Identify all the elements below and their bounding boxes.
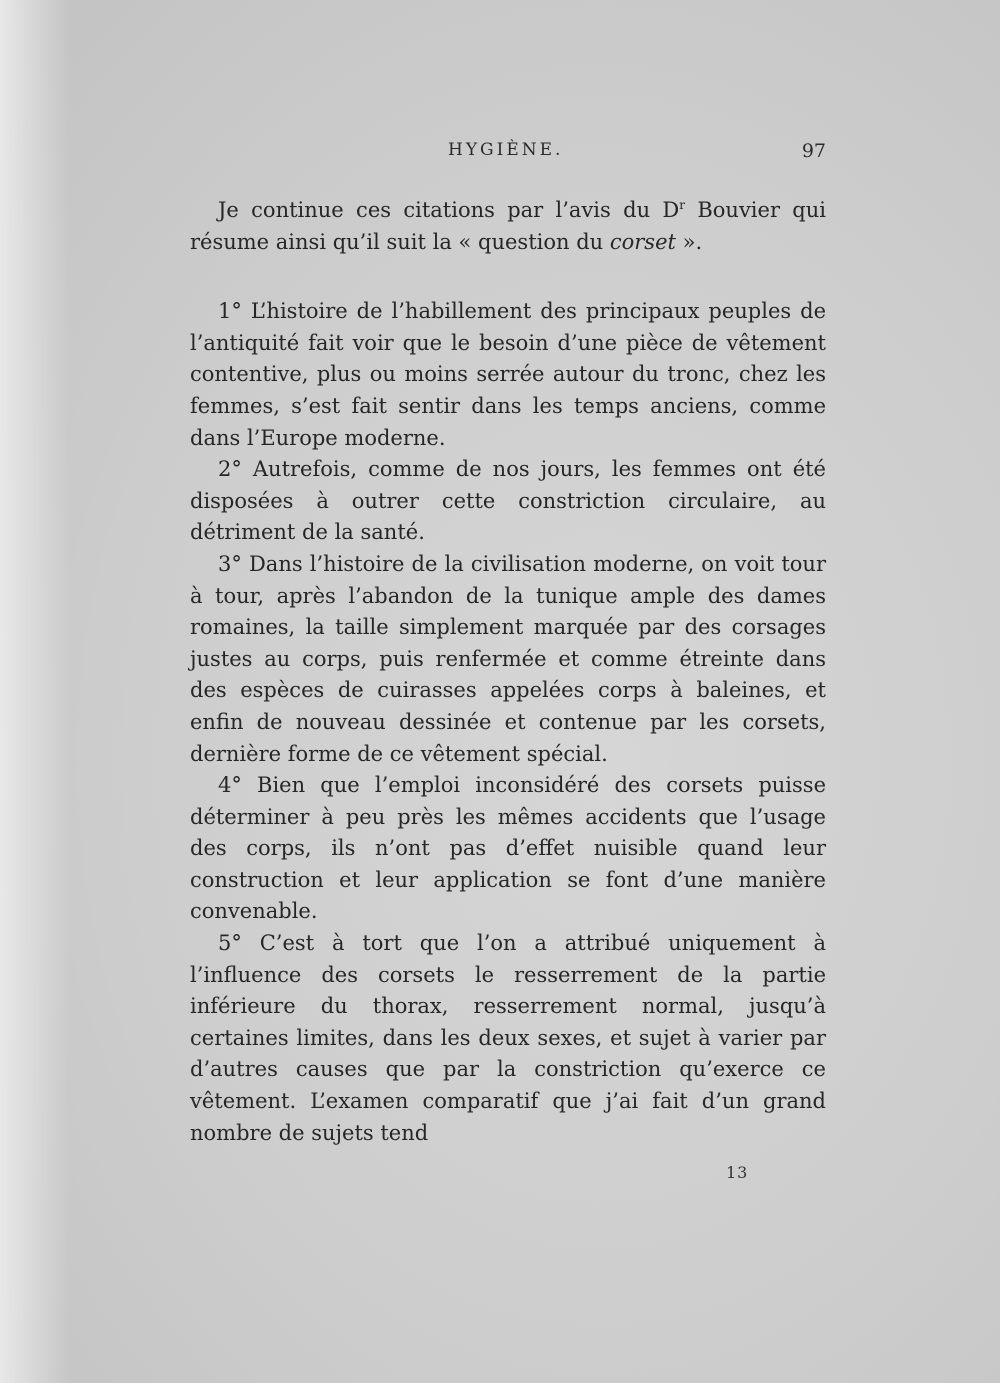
page-number: 97 [801, 140, 826, 162]
body-text [190, 190, 826, 1149]
point-1: 1° L’histoire de l’habillement des principaux peuples de l’antiquité fait voir que le besoin d’une pièce de vêtement contentive, plus ou moins serrée autour du tronc, chez les femmes, s’est fait sentir dans les temps anciens, comme dans l’Europe moderne. [190, 299, 826, 450]
point-2: 2° Autrefois, comme de nos jours, les femmes ont été disposées à outrer cette constriction circulaire, au détriment de la santé. [190, 457, 826, 545]
running-head: HYGIÈNE. [448, 140, 564, 160]
italic-corset: corset [609, 229, 676, 254]
point-4: 4° Bien que l’emploi inconsidéré des corsets puisse déterminer à peu près les mêmes accidents que l’usage des corps, ils n’ont pas d’effet nuisible quand leur construction et leur application se font d’une manière convenable. [190, 773, 826, 924]
point-3: 3° Dans l’histoire de la civilisation moderne, on voit tour à tour, après l’abandon de la tunique ample des dames romaines, la taille simplement marquée par des corsages justes au corps, puis renfermée et comme étreinte dans des espèces de cuirasses appelées corps à baleines, et enfin de nouveau dessinée et contenue par les corsets, dernière forme de ce vêtement spécial. [190, 551, 826, 766]
intro-paragraph: Je continue ces citations par l’avis du $D^r$ Bouvier qui résume ainsi qu’il suit la « question du corset ». [190, 198, 826, 254]
point-5: 5° C’est à tort que l’on a attribué uniquement à l’influence des corsets le resserrement de la partie inférieure du thorax, resserrement normal, jusqu’à certaines limites, dans les deux sexes, et sujet à varier par d’autres causes que par la constriction qu’exerce ce vêtement. L’examen comparatif que j’ai fait d’un grand nombre de sujets tend [190, 931, 826, 1145]
superscript-r: r [679, 198, 686, 212]
page-header [190, 140, 826, 170]
signature-mark: 13 [726, 1163, 749, 1182]
